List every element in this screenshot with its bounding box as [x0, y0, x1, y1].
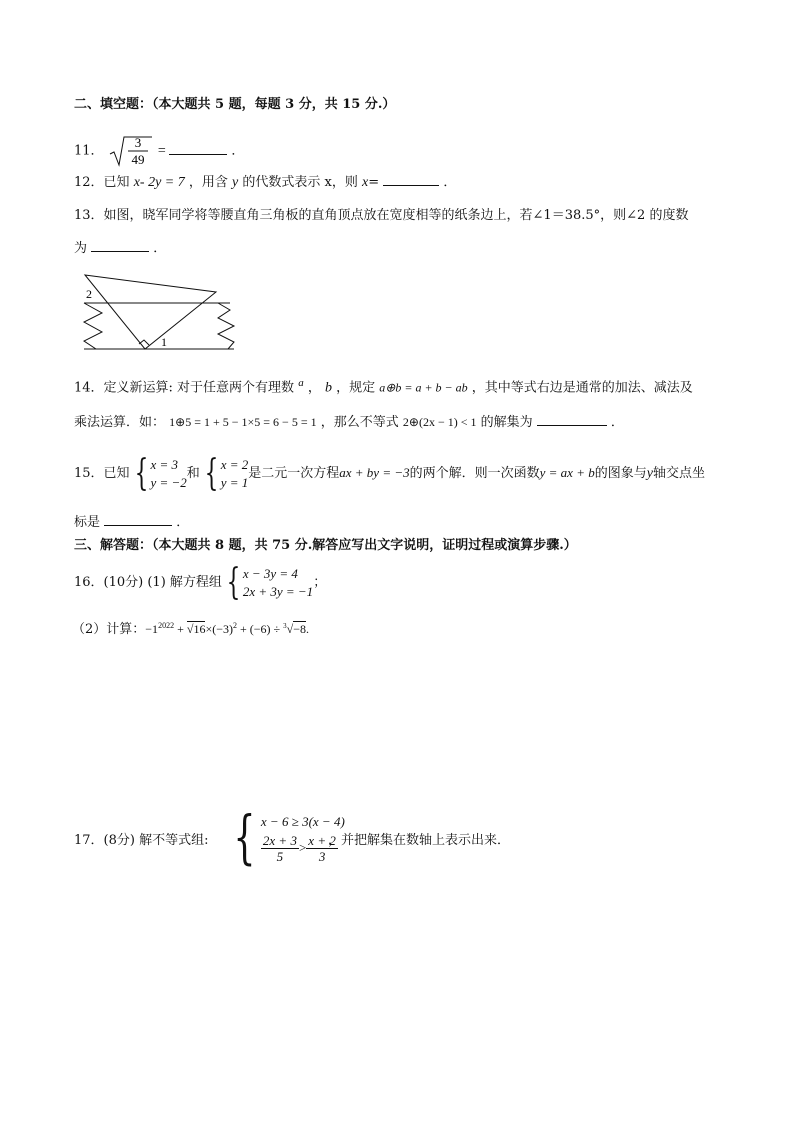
- q15-text-c: 的图象与: [594, 466, 647, 481]
- q15-text-b: 的两个解．则一次函数: [409, 466, 540, 481]
- q14-definition: a⊕b = a + b − ab: [379, 380, 468, 395]
- q11-frac-den: 49: [131, 152, 145, 167]
- q14-var-a: a: [298, 377, 304, 389]
- right-angle-mark: [139, 340, 149, 345]
- q14-var-b: b: [325, 380, 332, 396]
- q16-calc-end: .: [305, 622, 309, 636]
- q15-sys1-row2: y = −2: [150, 474, 187, 490]
- q16-sqrt16-value: 16: [193, 622, 206, 636]
- q16-row2: 2x + 3y = −1: [242, 583, 314, 599]
- q12-equation: x- 2y = 7: [133, 175, 185, 190]
- q17-frac-2-den: 3: [318, 848, 326, 864]
- q17-suffix: ，并把解集在数轴上表示出来．: [328, 833, 511, 848]
- q16-calc-a: −1: [145, 622, 159, 636]
- q16-calc-b: +: [174, 622, 187, 636]
- question-15-line-1: [74, 452, 705, 494]
- question-16-part-1: [74, 563, 326, 603]
- question-13-line-1: 13．如图，晓军同学将等腰直角三角板的直角顶点放在宽度相等的纸条边上，若∠1＝38.5°，则∠2 的度数: [74, 208, 689, 223]
- q15-line2-prefix: 标是: [74, 515, 101, 530]
- q12-answer-blank[interactable]: [383, 173, 439, 186]
- q17-system: { x − 6 ≥ 3(x − 4) $\frac{2x + 3}{5}$ > $\frac{x + 2}{3}$: [233, 803, 345, 871]
- q17-frac-1: [261, 833, 299, 864]
- q17-greater: >: [298, 840, 307, 855]
- q16-exponent-2: 2: [232, 621, 237, 630]
- q15-end: ．: [176, 515, 190, 530]
- q15-sys2-row1: x = 2: [220, 456, 249, 472]
- left-zigzag: [84, 303, 102, 349]
- q16-calc-c: ×(−3): [205, 622, 233, 636]
- q17-row1: x − 6 ≥ 3(x − 4): [260, 813, 345, 829]
- q15-equation: ax + by = −3: [339, 465, 410, 480]
- q12-end: ．: [443, 175, 457, 190]
- section-2-title: 二、填空题：（本大题共 5 题，每题 3 分，共 15 分.）: [74, 97, 396, 112]
- angle-2-label: 2: [86, 287, 92, 301]
- q16-prefix: 16．(10分) (1) 解方程组: [74, 575, 222, 590]
- q14-text-b: ，: [307, 380, 321, 396]
- q12-var-x: x: [361, 175, 369, 190]
- q14-example: 1⊕5 = 1 + 5 − 1×5 = 6 − 5 = 1: [169, 415, 317, 429]
- q13-prefix: 为: [74, 241, 88, 256]
- q15-text-a: 是二元一次方程: [248, 466, 340, 481]
- triangle-shape: [85, 275, 216, 349]
- q15-system-1: { x = 3 y = −2: [134, 452, 187, 494]
- q13-answer-blank[interactable]: [91, 239, 149, 252]
- q17-frac-2-num: x + 2: [308, 832, 336, 848]
- q17-prefix: 17．(8分) 解不等式组:: [74, 833, 209, 848]
- q15-answer-blank[interactable]: [104, 513, 172, 526]
- q14-text-a: 14．定义新运算: 对于任意两个有理数: [74, 380, 295, 396]
- q14-answer-blank[interactable]: [537, 413, 607, 426]
- q14-end: ．: [610, 415, 624, 430]
- q12-text-a: 12．已知: [74, 175, 134, 190]
- question-16-part-2: [72, 617, 309, 639]
- q16-row1: x − 3y = 4: [242, 565, 298, 581]
- question-15-line-2: [74, 513, 189, 532]
- question-12: [74, 173, 456, 192]
- q16-cbrt-value: −8: [293, 622, 306, 636]
- q13-figure: [78, 270, 248, 356]
- question-14-line-2: [74, 413, 624, 432]
- question-11: [74, 134, 244, 168]
- q11-answer-blank[interactable]: [169, 142, 227, 155]
- q14-text-c: ，规定: [336, 380, 376, 396]
- q12-text-d: =: [368, 175, 380, 190]
- angle-1-label: 1: [161, 335, 167, 349]
- q12-text-b: ，用含: [188, 175, 233, 190]
- q16-system: { x − 3y = 4 2x + 3y = −1: [226, 561, 314, 603]
- q16-end: ；: [313, 575, 327, 590]
- q17-frac-1-den: 5: [276, 848, 284, 864]
- q11-sqrt: [108, 134, 154, 168]
- q14-inequality: 2⊕(2x − 1) < 1: [402, 415, 477, 429]
- q12-var-y: y: [232, 175, 239, 190]
- question-14-line-1: [74, 374, 693, 397]
- q14-text-d: ，其中等式右边是通常的加法、减法及: [471, 380, 693, 396]
- q11-number: 11．: [74, 143, 104, 159]
- q15-var-y: y: [646, 466, 653, 481]
- q15-sys1-row1: x = 3: [150, 456, 178, 472]
- q14-text-e: 乘法运算．如：: [74, 415, 166, 430]
- sqrt-sign-icon: [108, 134, 154, 168]
- section-3-title: 三、解答题：（本大题共 8 题，共 75 分.解答应写出文字说明，证明过程或演算步骤.）: [74, 538, 577, 553]
- q15-system-2: { x = 2 y = 1: [204, 452, 249, 494]
- q15-function: y = ax + b: [539, 465, 595, 480]
- q14-text-g: 的解集为: [480, 415, 533, 430]
- q16-sqrt16: √16: [186, 622, 206, 636]
- q11-equals: =: [157, 143, 170, 159]
- q16-exponent: 2022: [158, 621, 175, 630]
- q15-text-d: 轴交点坐: [652, 466, 705, 481]
- q11-end: ．: [231, 143, 245, 159]
- q16-part2-prefix: （2）计算：: [72, 622, 146, 637]
- q15-and: 和: [186, 466, 200, 481]
- q16-cbrt-index: 3: [283, 622, 287, 630]
- right-zigzag: [218, 303, 234, 349]
- q16-calc-d: + (−6) ÷: [236, 622, 284, 636]
- q17-frac-1-num: 2x + 3: [262, 832, 297, 848]
- q12-text-c: 的代数式表示 x，则: [242, 175, 362, 190]
- q13-end: ．: [153, 241, 167, 256]
- q14-text-f: ，那么不等式: [320, 415, 399, 430]
- q11-frac-num: 3: [134, 135, 141, 150]
- q15-sys2-row2: y = 1: [220, 474, 249, 490]
- q15-prefix: 15．已知: [74, 466, 130, 481]
- q16-cbrt: √−8: [286, 622, 306, 636]
- question-13-line-2: [74, 239, 166, 258]
